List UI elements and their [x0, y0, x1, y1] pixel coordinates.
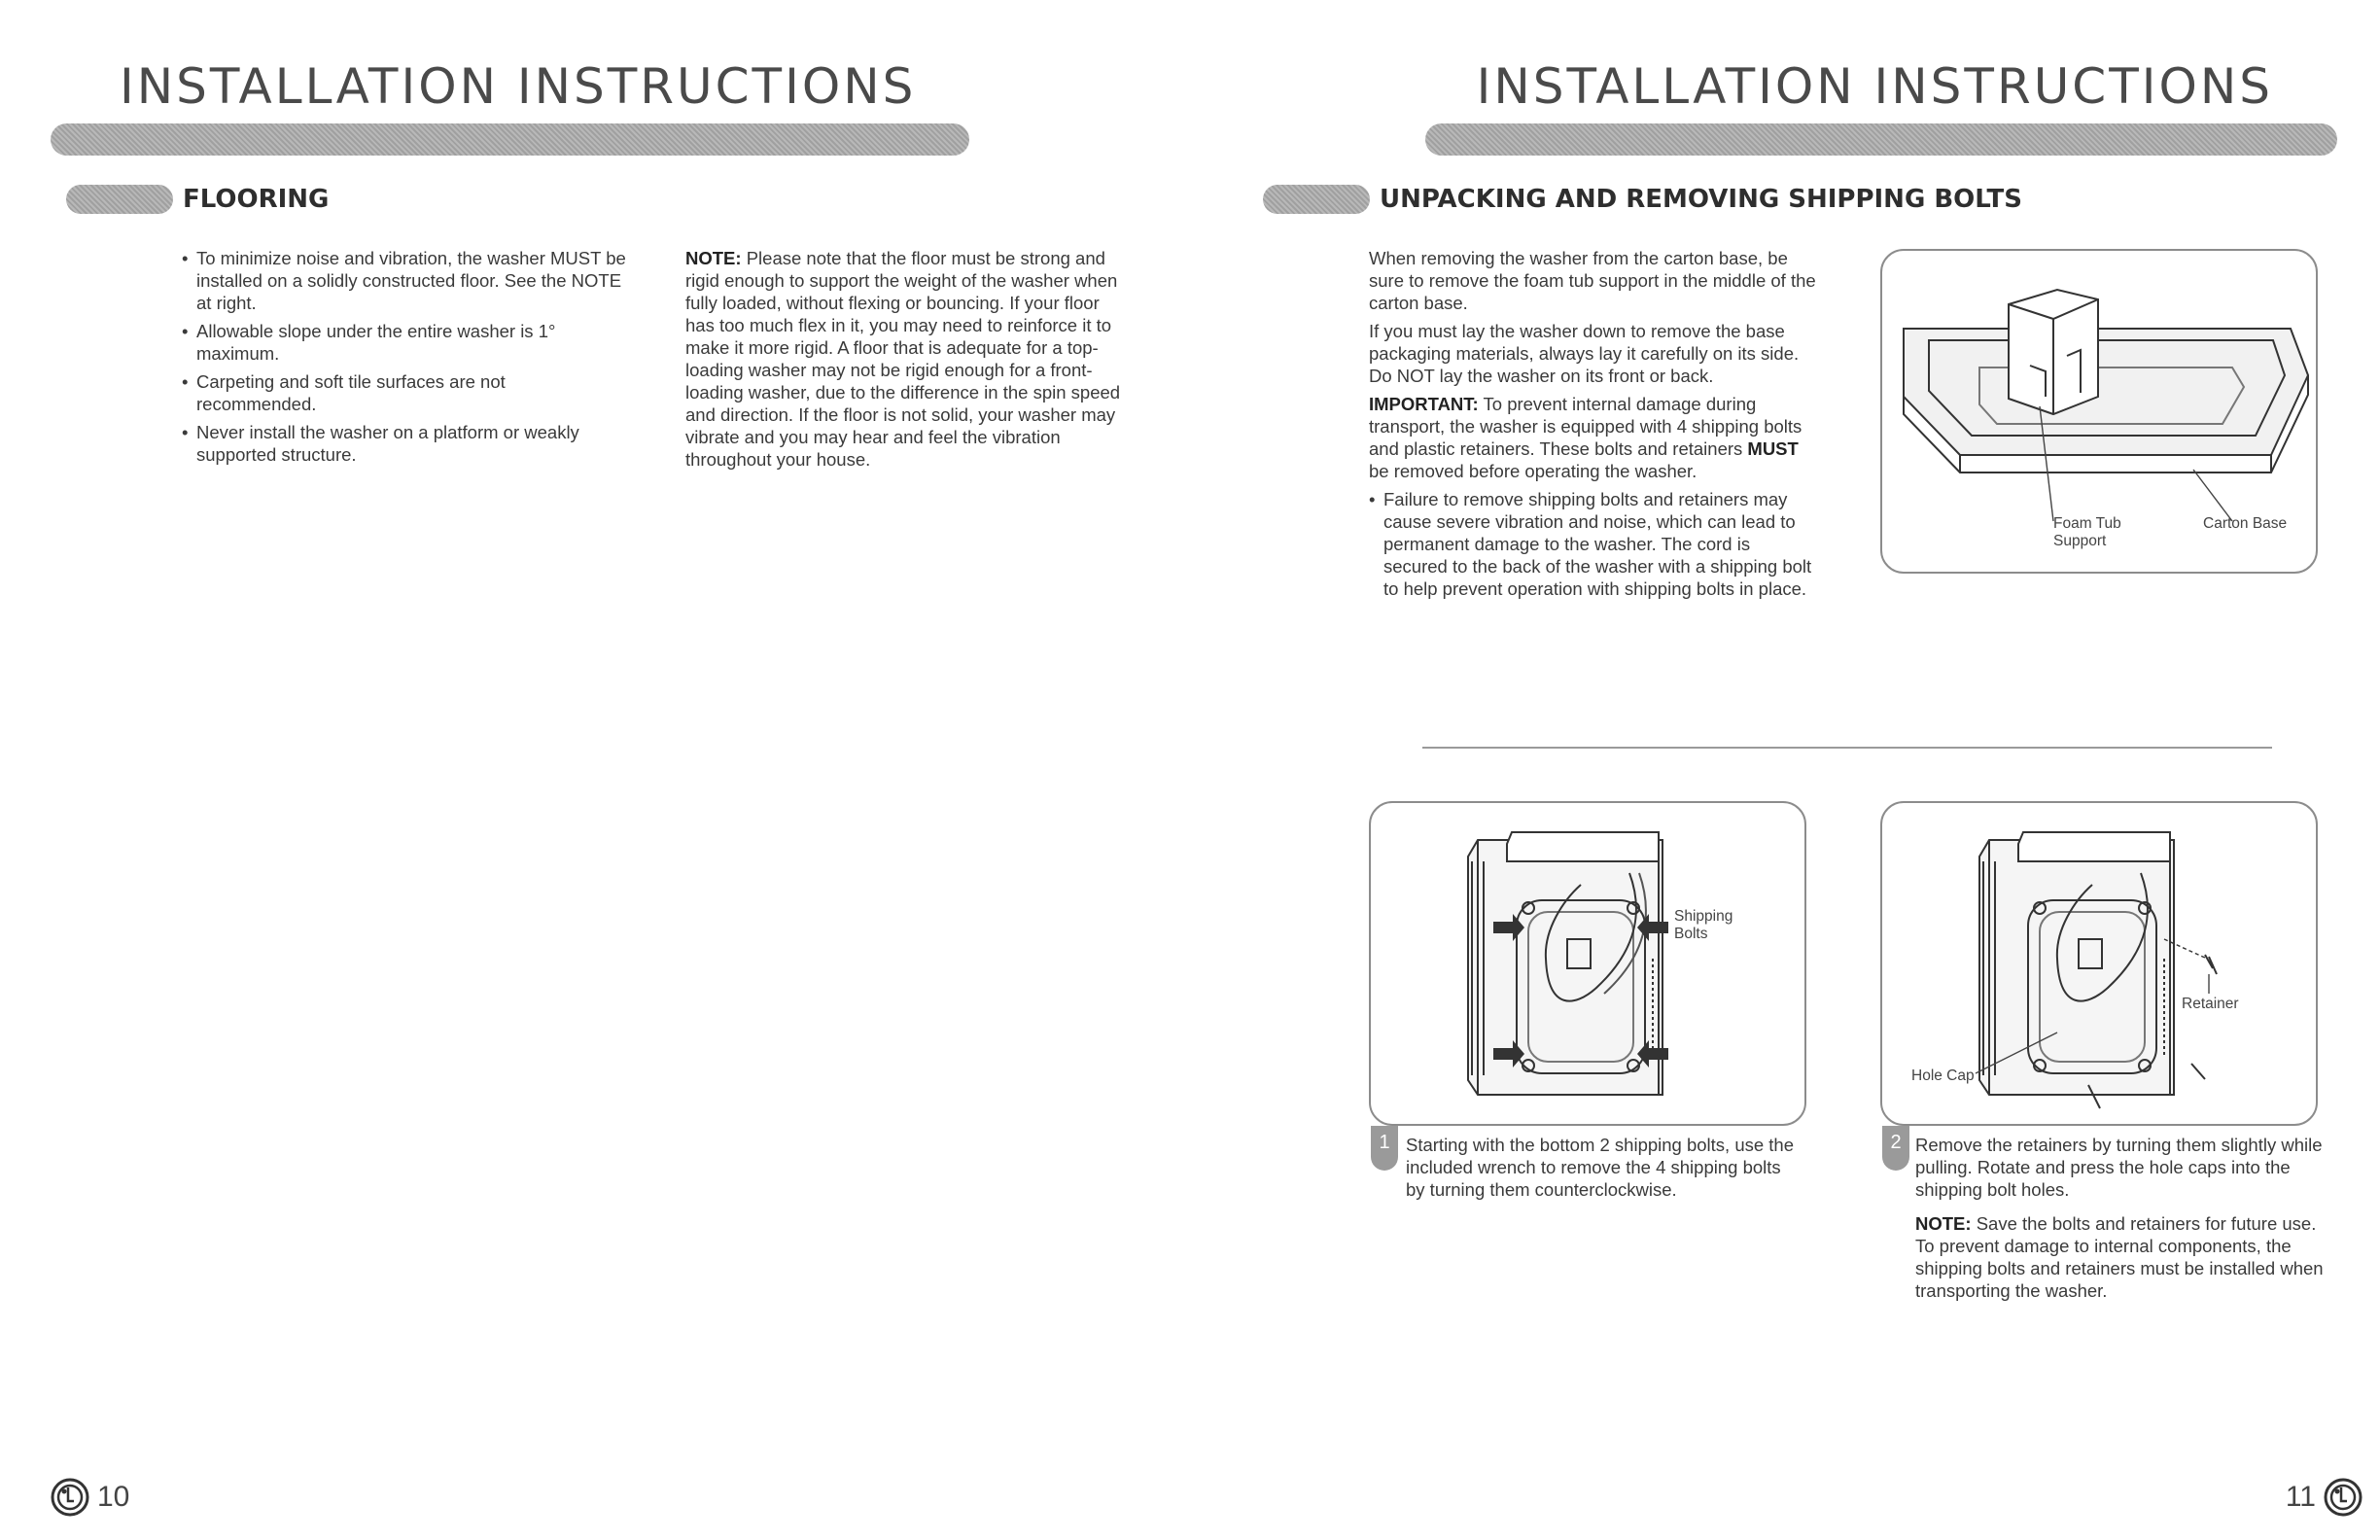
lg-logo-icon: [51, 1478, 89, 1517]
label-carton-base: Carton Base: [2203, 515, 2288, 532]
title-bar: [1425, 123, 2337, 156]
unpacking-text: [1369, 247, 1818, 606]
page-number-left: [51, 1478, 129, 1517]
section-header-flooring: [66, 185, 329, 214]
lg-logo-icon: [2324, 1478, 2362, 1517]
intro-paragraph: When removing the washer from the carton base, be sure to remove the foam tub support in the middle of the carton base.: [1369, 248, 1816, 313]
title-bar: [51, 123, 969, 156]
section-pill: [66, 185, 173, 214]
intro-paragraph: If you must lay the washer down to remove the base packaging materials, always lay it carefully on its side. Do NOT lay the washer on its front or back.: [1369, 321, 1800, 386]
figure-step2: [1880, 801, 2318, 1126]
step-1-text: Starting with the bottom 2 shipping bolts, use the included wrench to remove the 4 shipping bolts by turning them counterclockwise.: [1406, 1135, 1795, 1200]
label-retainer: Retainer: [2182, 996, 2239, 1012]
page-number: 11: [2285, 1481, 2316, 1513]
note-label: NOTE:: [1915, 1213, 1972, 1234]
page-number: 10: [97, 1481, 130, 1513]
step-2-badge: 2: [1882, 1126, 1909, 1171]
page-title: INSTALLATION INSTRUCTIONS: [120, 58, 917, 115]
label-hole-cap: Hole Cap: [1911, 1068, 1975, 1084]
bullet-item: • Failure to remove shipping bolts and retainers may cause severe vibration and noise, which can lead to permanent damage to the washer. The cord is secured to the back of the washer with a shipping bolt to help prevent operation with shipping bolts in place.: [1369, 488, 1818, 600]
label-foam-tub: Foam Tub Support: [2053, 515, 2121, 549]
divider-rule: [1422, 747, 2272, 749]
step-2-text: Remove the retainers by turning them slightly while pulling. Rotate and press the hole caps into the shipping bolt holes. NOTE: Save the bolts and retainers for future use. To prevent damage to internal components, the shipping bolts and retainers must be installed when transporting the washer.: [1915, 1135, 2324, 1301]
page-title: INSTALLATION INSTRUCTIONS: [1476, 58, 2273, 115]
section-header-unpacking: [1263, 185, 2022, 214]
bullet-item: • Never install the washer on a platform or weakly supported structure.: [182, 421, 629, 466]
flooring-note: [685, 247, 1128, 476]
washer-back-bolts-illustration: [1371, 803, 1808, 1128]
step-1-badge: 1: [1371, 1126, 1398, 1171]
figure-step1: [1369, 801, 1806, 1126]
note-text: Please note that the floor must be strong and rigid enough to support the weight of the washer when fully loaded, without flexing or bouncing. If your floor has too much flex in it, you may need to reinforce it to make it more rigid. A floor that is adequate for a top-loading washer may not be rigid enough for a front-loading washer, due to the difference in the spin speed and direction. If the floor is not solid, your washer may vibrate and you may hear and feel the vibration throughout your house.: [685, 248, 1121, 470]
section-title: UNPACKING AND REMOVING SHIPPING BOLTS: [1380, 185, 2022, 214]
bullet-item: • To minimize noise and vibration, the washer MUST be installed on a solidly constructed floor. See the NOTE at right.: [182, 247, 629, 314]
label-shipping-bolts: Shipping Bolts: [1674, 908, 1733, 942]
important-paragraph: IMPORTANT: To prevent internal damage during transport, the washer is equipped with 4 shipping bolts and plastic retainers. These bolts and retainers MUST be removed before operating the washer.: [1369, 394, 1802, 481]
figure-carton-base: [1880, 249, 2318, 574]
right-page: [1190, 0, 2380, 1540]
section-pill: [1263, 185, 1370, 214]
note-text: Save the bolts and retainers for future use. To prevent damage to internal components, the shipping bolts and retainers must be installed when transporting the washer.: [1915, 1213, 2324, 1301]
bullet-item: • Carpeting and soft tile surfaces are not recommended.: [182, 370, 629, 415]
section-title: FLOORING: [183, 185, 330, 214]
note-label: NOTE:: [685, 248, 742, 268]
flooring-bullets: [182, 247, 629, 472]
bullet-item: • Allowable slope under the entire washer is 1° maximum.: [182, 320, 629, 365]
page-number-right: [2286, 1478, 2362, 1517]
important-label: IMPORTANT:: [1369, 394, 1479, 414]
